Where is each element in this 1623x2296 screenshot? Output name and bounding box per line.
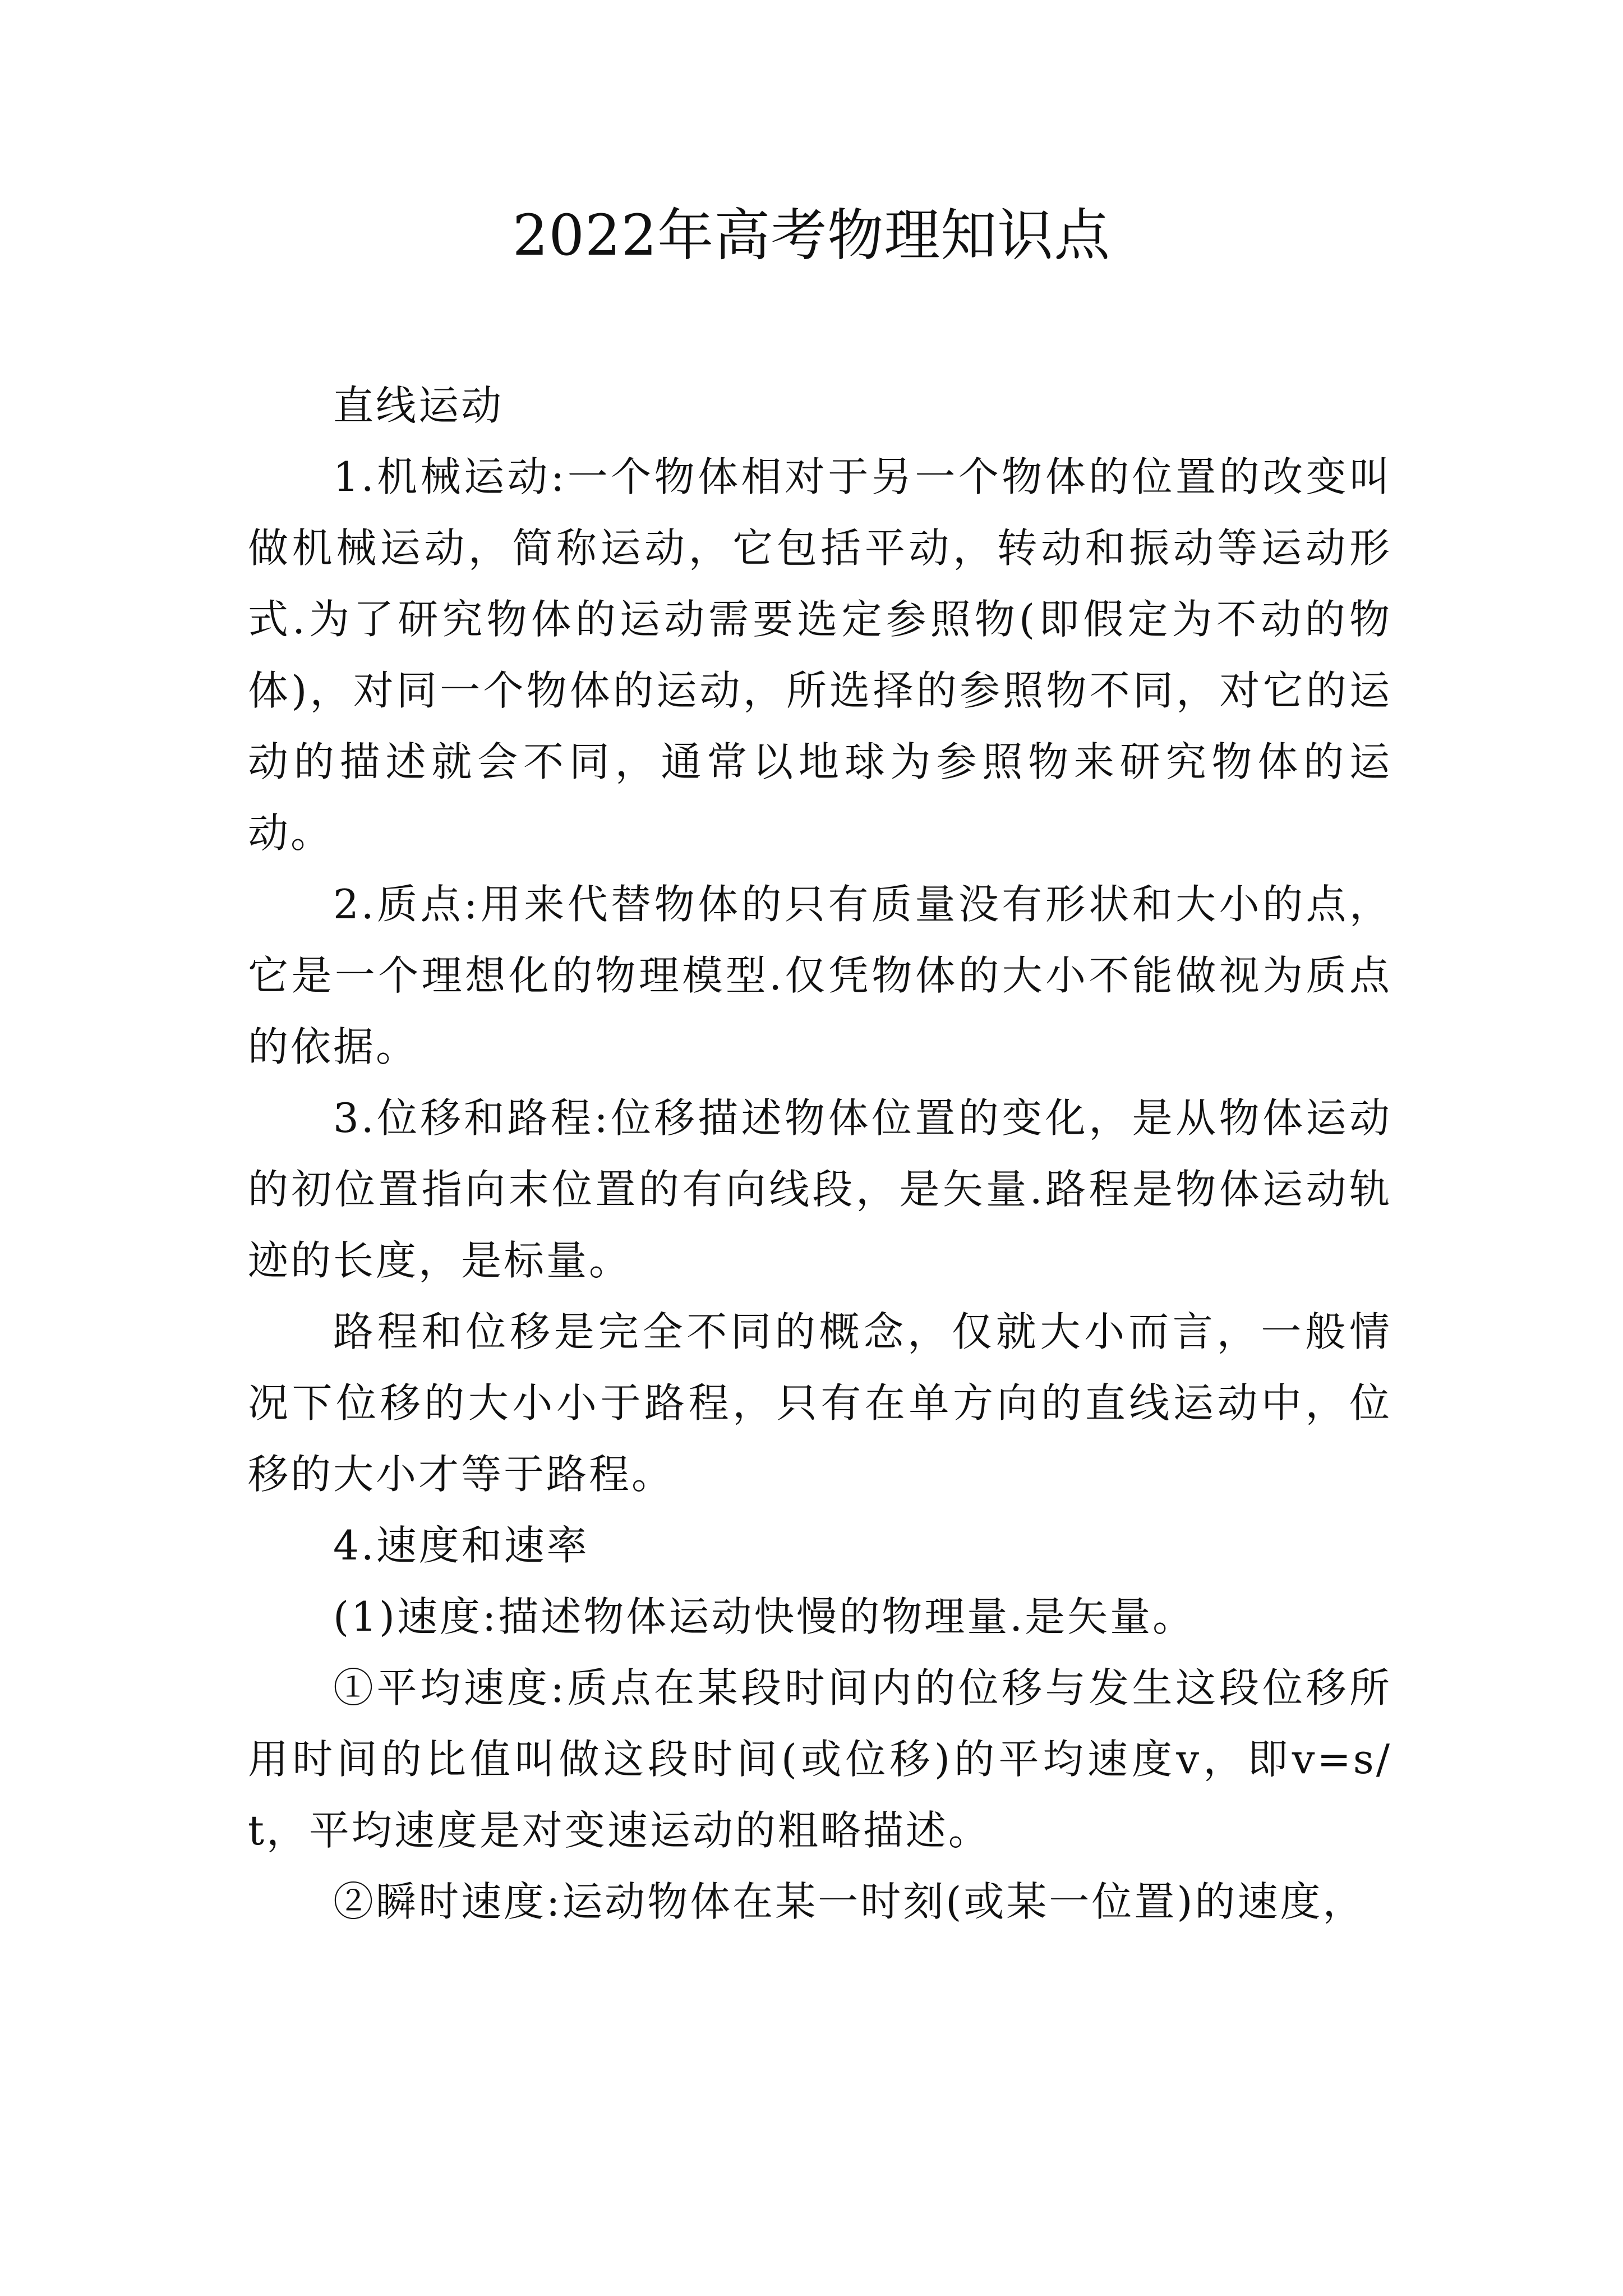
paragraph-particle: 2.质点:用来代替物体的只有质量没有形状和大小的点，它是一个理想化的物理模型.仅凭物体的大小不能做视为质点的依据。 [248,881,1392,1070]
paragraph-displacement-distance: 3.位移和路程:位移描述物体位置的变化，是从物体运动的初位置指向末位置的有向线段，是矢量.路程是物体运动轨迹的长度，是标量。 [248,1094,1392,1284]
section-heading-velocity-speed: 4.速度和速率 [333,1522,589,1569]
section-heading-linear-motion: 直线运动 [333,382,504,429]
paragraph-mechanical-motion: 1.机械运动:一个物体相对于另一个物体的位置的改变叫做机械运动，简称运动，它包括平动，转动和振动等运动形式.为了研究物体的运动需要选定参照物(即假定为不动的物体)，对同一个物体的运动，所选择的参照物不同，对它的运动的描述就会不同，通常以地球为参照物来研究物体的运动。 [248,453,1392,857]
page-title: 2022年高考物理知识点 [512,203,1111,268]
paragraph-instantaneous-velocity: ②瞬时速度:运动物体在某一时刻(或某一位置)的速度， [333,1878,1366,1925]
paragraph-velocity: (1)速度:描述物体运动快慢的物理量.是矢量。 [333,1593,1196,1640]
document-body [248,370,1392,1938]
paragraph-distance-vs-displacement: 路程和位移是完全不同的概念，仅就大小而言，一般情况下位移的大小小于路程，只有在单方向的直线运动中，位移的大小才等于路程。 [248,1308,1392,1498]
paragraph-average-velocity: ①平均速度:质点在某段时间内的位移与发生这段位移所用时间的比值叫做这段时间(或位移)的平均速度v，即v=s/t，平均速度是对变速运动的粗略描述。 [248,1664,1392,1854]
